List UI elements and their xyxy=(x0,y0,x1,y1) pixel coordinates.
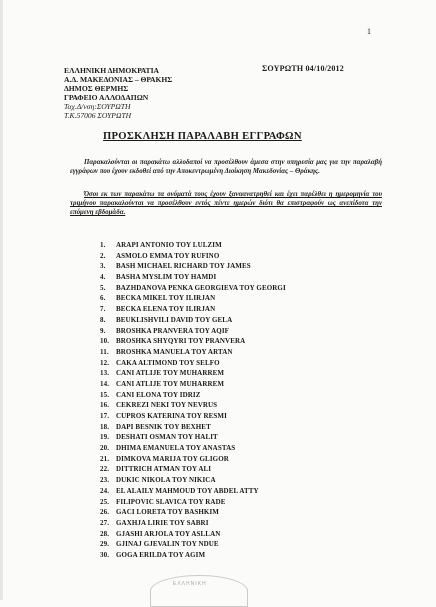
recipient-list xyxy=(100,241,286,562)
list-item-name: CUPROS KATERINA TOY RESMI xyxy=(116,412,227,420)
list-item-number: 28. xyxy=(100,529,110,538)
list-item-number: 11. xyxy=(100,347,109,356)
header-line: ΕΛΛΗΝΙΚΗ ΔΗΜΟΚΡΑΤΙΑ xyxy=(64,66,160,75)
list-item-number: 26. xyxy=(100,508,110,517)
list-item-name: CEKREZI NEKI TOY NEVRUS xyxy=(116,401,218,410)
list-item-name: GAXHJA LIRIE TOY SABRI xyxy=(116,518,209,527)
list-item-name: EL ALAILY MAHMOUD TOY ABDEL ATTY xyxy=(116,486,259,495)
list-item-name: BECKA MIKEL TOY ILIRJAN xyxy=(116,294,216,303)
list-item-name: BASHA MYSLIM TOY HAMDI xyxy=(116,273,217,282)
list-item xyxy=(100,487,286,498)
list-item xyxy=(100,380,286,391)
list-item-name: DITTRICH ATMAN TOY ALI xyxy=(116,465,212,474)
document-title: ΠΡΟΣΚΛΗΣΗ ΠΑΡΑΛΑΒΗ ΕΓΓΡΑΦΩΝ xyxy=(103,131,302,142)
header-line: Τ.Κ.57006 ΣΟΥΡΩΤΗ xyxy=(64,110,132,120)
list-item-number: 27. xyxy=(100,518,110,527)
list-item-number: 21. xyxy=(100,454,110,463)
list-item xyxy=(100,498,286,509)
list-item-number: 10. xyxy=(100,337,110,346)
list-item-number: 14. xyxy=(100,379,110,388)
list-item xyxy=(100,391,286,402)
list-item-name: GJINAJ GJEVALIN TOY NDUE xyxy=(116,540,219,549)
list-item-name: CANI ELONA TOY IDRIZ xyxy=(116,390,201,399)
paragraph-invitation: Παρακαλούνται οι παρακάτω αλλοδαποί να προσέλθουν άμεσα στην υπηρεσία μας για την παραλαβή εγγράφων που έχουν εκδοθεί από την Αποκεντρωμένη Διοίκηση Μακεδονίας – Θράκης. xyxy=(70,159,382,175)
list-item xyxy=(100,273,286,284)
list-item xyxy=(100,369,286,380)
list-item-number: 6. xyxy=(100,294,106,303)
list-item-number: 2. xyxy=(100,251,106,260)
list-item-name: GOGA ERILDA TOY AGIM xyxy=(116,550,206,559)
list-item xyxy=(100,519,286,530)
list-item xyxy=(100,530,286,541)
list-item xyxy=(100,359,286,370)
list-item-number: 19. xyxy=(100,433,110,442)
list-item xyxy=(100,433,286,444)
list-item-name: BASH MICHAEL RICHARD TOY JAMES xyxy=(116,262,251,271)
list-item-name: BROSHKA PRANVERA TOY AQIF xyxy=(116,326,230,335)
list-item xyxy=(100,316,286,327)
list-item-number: 1. xyxy=(100,241,106,249)
list-item-name: GJASHI ARJOLA TOY ASLLAN xyxy=(116,529,221,538)
list-item-name: DUKIC NIKOLA TOY NIKICA xyxy=(116,476,216,485)
list-item-name: ARAPI ANTONIO TOY LULZIM xyxy=(116,241,222,249)
list-item-number: 25. xyxy=(100,497,110,506)
list-item xyxy=(100,540,286,551)
list-item-number: 4. xyxy=(100,273,106,282)
header-line: ΓΡΑΦΕΙΟ ΑΛΛΟΔΑΠΩΝ xyxy=(64,92,149,102)
list-item xyxy=(100,476,286,487)
list-item-number: 18. xyxy=(100,422,110,431)
list-item-name: BAZHDANOVA PENKA GEORGIEVA TOY GEORGI xyxy=(116,283,286,292)
list-item-name: BROSHKA MANUELA TOY ARTAN xyxy=(116,347,233,356)
list-item-name: BECKA ELENA TOY ILIRJAN xyxy=(116,305,216,314)
list-item-number: 3. xyxy=(100,262,106,271)
list-item-number: 7. xyxy=(100,305,106,314)
list-item xyxy=(100,508,286,519)
list-item-name: DIMKOVA MARIJA TOY GLIGOR xyxy=(116,454,229,463)
list-item-name: CANI ATLIJE TOY MUHARREM xyxy=(116,379,225,388)
list-item-name: GACI LORETA TOY BASHKIM xyxy=(116,508,219,517)
list-item-name: DHIMA EMANUELA TOY ANASTAS xyxy=(116,444,236,453)
list-item-number: 20. xyxy=(100,444,110,453)
page-number: 1 xyxy=(367,27,371,36)
header-line: Ταχ.Δ/νση:ΣΟΥΡΩΤΗ xyxy=(64,101,131,111)
list-item-number: 17. xyxy=(100,412,110,420)
list-item-name: DESHATI OSMAN TOY HALIT xyxy=(116,433,218,442)
list-item xyxy=(100,337,286,348)
list-item xyxy=(100,262,286,273)
scan-edge xyxy=(0,0,3,600)
header-line: Α.Δ. ΜΑΚΕΔΟΝΙΑΣ – ΘΡΑΚΗΣ xyxy=(64,74,173,84)
list-item-name: CANI ATLIJE TOY MUHARREM xyxy=(116,369,225,378)
list-item xyxy=(100,423,286,434)
list-item-number: 15. xyxy=(100,390,110,399)
list-item xyxy=(100,284,286,295)
sender-header xyxy=(64,67,172,120)
list-item-number: 24. xyxy=(100,486,110,495)
list-item-number: 16. xyxy=(100,401,110,410)
list-item-number: 30. xyxy=(100,550,110,559)
list-item xyxy=(100,305,286,316)
list-item xyxy=(100,465,286,476)
list-item-name: CAKA ALTIMOND TOY SELFO xyxy=(116,358,220,367)
list-item-name: FILIPOVIC SLAVICA TOY RADE xyxy=(116,497,226,506)
list-item xyxy=(100,294,286,305)
stamp-text: ΕΛΛΗΝΙΚΗ xyxy=(173,581,207,587)
list-item xyxy=(100,327,286,338)
list-item-name: ASMOLO EMMA TOY RUFINO xyxy=(116,251,220,260)
list-item xyxy=(100,412,286,423)
list-item xyxy=(100,252,286,263)
list-item xyxy=(100,241,286,252)
list-item-name: DAPI BESNIK TOY BEXHET xyxy=(116,422,211,431)
list-item-number: 22. xyxy=(100,465,110,474)
official-stamp xyxy=(150,575,248,607)
header-line: ΔΗΜΟΣ ΘΕΡΜΗΣ xyxy=(64,83,129,93)
list-item xyxy=(100,551,286,562)
list-item-number: 23. xyxy=(100,476,110,485)
list-item xyxy=(100,444,286,455)
date-line: ΣΟΥΡΩΤΗ 04/10/2012 xyxy=(262,64,344,73)
list-item-name: BEUKLISHVILI DAVID TOY GELA xyxy=(116,315,233,324)
list-item-number: 13. xyxy=(100,369,110,378)
list-item-name: BROSHKA SHYQYRI TOY PRANVERA xyxy=(116,337,246,346)
paragraph-deadline-notice: Όσοι εκ των παρακάτω τα ονόματά τους έχουν ξαναανατρηθεί και έχει παρέλθει η ημερομηνία του τριμήνου παρακαλούνται να προσέλθουν εντός πέντε ημερών διότι θα επιστραφούν ως ανεπίδοτα την επόμενη εβδομάδα. xyxy=(70,191,382,216)
list-item xyxy=(100,348,286,359)
list-item-number: 9. xyxy=(100,326,106,335)
list-item-number: 29. xyxy=(100,540,110,549)
list-item-number: 8. xyxy=(100,315,106,324)
list-item-number: 12. xyxy=(100,358,110,367)
list-item-number: 5. xyxy=(100,283,106,292)
list-item xyxy=(100,401,286,412)
list-item xyxy=(100,455,286,466)
